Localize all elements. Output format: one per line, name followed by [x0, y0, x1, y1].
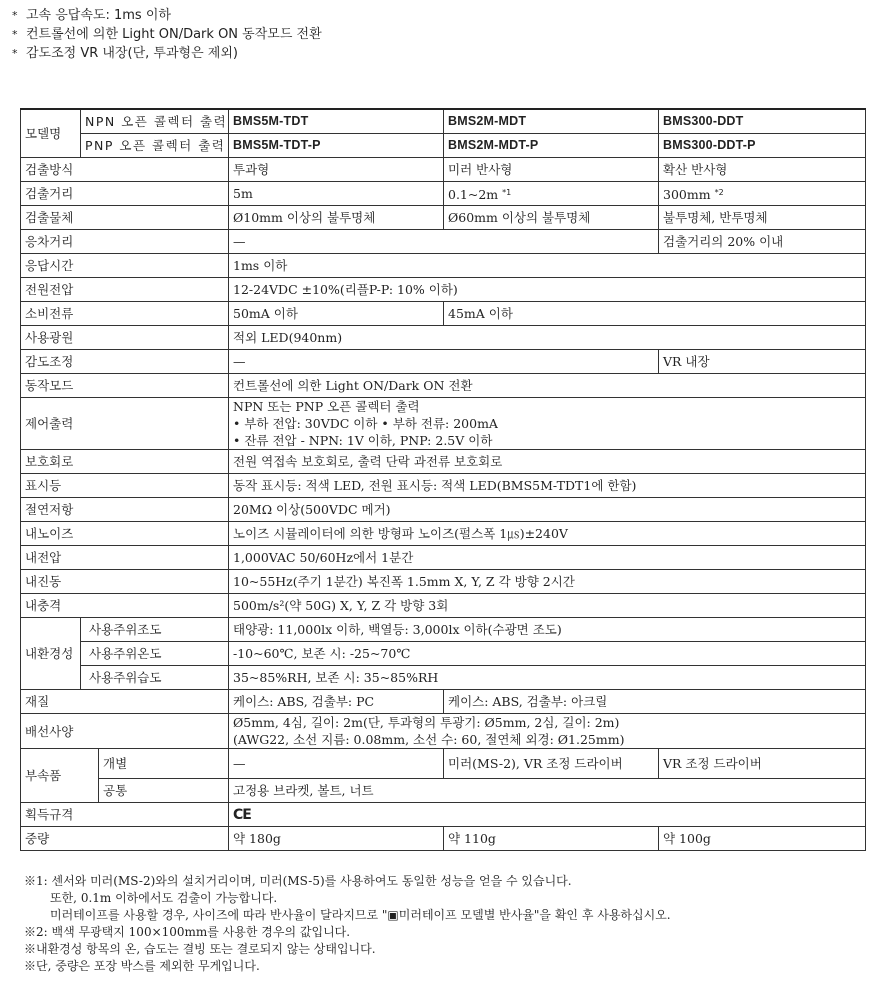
model-npn: BMS5M-TDT — [229, 109, 444, 134]
row-label: 절연저항 — [21, 498, 229, 522]
row-label: 검출방식 — [21, 158, 229, 182]
table-row — [21, 570, 866, 594]
row-label: 검출거리 — [21, 182, 229, 206]
footnote: ※내환경성 항목의 온, 습도는 결빙 또는 결로되지 않는 상태입니다. — [24, 942, 376, 956]
row-label: 검출물체 — [21, 206, 229, 230]
table-row — [21, 618, 866, 642]
model-npn: BMS300-DDT — [659, 109, 866, 134]
row-label: 내노이즈 — [21, 522, 229, 546]
row-label: 표시등 — [21, 474, 229, 498]
cell: 약 110g — [444, 827, 659, 851]
cell: 약 180g — [229, 827, 444, 851]
cell: 검출거리의 20% 이내 — [659, 230, 866, 254]
table-row — [21, 642, 866, 666]
model-pnp: BMS2M-MDT-P — [444, 134, 659, 158]
row-label: 내충격 — [21, 594, 229, 618]
table-row — [21, 666, 866, 690]
cell: -10~60℃, 보존 시: -25~70℃ — [229, 642, 866, 666]
cell: 0.1~2m $^{*1}$ — [444, 182, 659, 206]
table-row — [21, 254, 866, 278]
cell: 10~55Hz(주기 1분간) 복진폭 1.5mm X, Y, Z 각 방향 2시간 — [229, 570, 866, 594]
footnote: ※2: 백색 무광택지 100×100mm를 사용한 경우의 값입니다. — [24, 925, 351, 939]
footnote: 또한, 0.1m 이하에서도 검출이 가능합니다. — [50, 891, 278, 905]
footnotes — [24, 873, 671, 975]
cell-line: Ø5mm, 4심, 길이: 2m(단, 투과형의 투광기: Ø5mm, 2심, 길이: 2m) — [233, 715, 620, 730]
footnote: ※1: 센서와 미러(MS-2)와의 설치거리이며, 미러(MS-5)를 사용하여도 동일한 성능을 얻을 수 있습니다. — [24, 874, 572, 888]
cell: 20MΩ 이상(500VDC 메거) — [229, 498, 866, 522]
model-pnp: BMS5M-TDT-P — [229, 134, 444, 158]
cell: 12-24VDC ±10%(리플P-P: 10% 이하) — [229, 278, 866, 302]
table-row — [21, 109, 866, 134]
bullet: * — [12, 28, 18, 41]
cell-line: • 잔류 전압 - NPN: 1V 이하, PNP: 2.5V 이하 — [233, 433, 493, 448]
cell: 케이스: ABS, 검출부: 아크릴 — [444, 690, 866, 714]
cell: 500m/s²(약 50G) X, Y, Z 각 방향 3회 — [229, 594, 866, 618]
cell-line: NPN 또는 PNP 오픈 콜렉터 출력 — [233, 399, 420, 414]
cell: Ø10mm 이상의 불투명체 — [229, 206, 444, 230]
table-row — [21, 374, 866, 398]
row-label: 동작모드 — [21, 374, 229, 398]
row-label: 내전압 — [21, 546, 229, 570]
row-label: 획득규격 — [21, 803, 229, 827]
cell: — — [229, 350, 659, 374]
feature-item: * 감도조정 VR 내장(단, 투과형은 제외) — [12, 46, 238, 61]
table-row — [21, 450, 866, 474]
cell: — — [229, 749, 444, 779]
row-label: 제어출력 — [21, 398, 229, 450]
table-row — [21, 522, 866, 546]
cell: 5m — [229, 182, 444, 206]
table-row — [21, 278, 866, 302]
cell: 확산 반사형 — [659, 158, 866, 182]
table-row — [21, 498, 866, 522]
bullet: * — [12, 47, 18, 60]
table-row — [21, 594, 866, 618]
table-row — [21, 827, 866, 851]
row-label: 내진동 — [21, 570, 229, 594]
cell: 약 100g — [659, 827, 866, 851]
table-row — [21, 350, 866, 374]
cell: 45mA 이하 — [444, 302, 866, 326]
cell: 노이즈 시뮬레이터에 의한 방형파 노이즈(펄스폭 1㎲)±240V — [229, 522, 866, 546]
sub-label: 사용주위습도 — [81, 666, 229, 690]
cell: 300mm $^{*2}$ — [659, 182, 866, 206]
cell: 50mA 이하 — [229, 302, 444, 326]
cell: 고정용 브라켓, 볼트, 너트 — [229, 779, 866, 803]
model-label: 모델명 — [21, 109, 81, 158]
pnp-label: PNP 오픈 콜렉터 출력 — [81, 134, 229, 158]
row-label: 사용광원 — [21, 326, 229, 350]
table-row — [21, 714, 866, 749]
cell: 태양광: 11,000lx 이하, 백열등: 3,000lx 이하(수광면 조도) — [229, 618, 866, 642]
table-row — [21, 398, 866, 450]
cell: 케이스: ABS, 검출부: PC — [229, 690, 444, 714]
cell: 불투명체, 반투명체 — [659, 206, 866, 230]
feature-item: * 컨트롤선에 의한 Light ON/Dark ON 동작모드 전환 — [12, 27, 322, 42]
table-row — [21, 690, 866, 714]
cell: 투과형 — [229, 158, 444, 182]
footnote-mark: *1 — [502, 188, 512, 197]
cell: 전원 역접속 보호회로, 출력 단락 과전류 보호회로 — [229, 450, 866, 474]
cell: 미러(MS-2), VR 조정 드라이버 — [444, 749, 659, 779]
table-row — [21, 749, 866, 779]
table-row — [21, 230, 866, 254]
cell: 동작 표시등: 적색 LED, 전원 표시등: 적색 LED(BMS5M-TDT1에 한함) — [229, 474, 866, 498]
row-label: 부속품 — [21, 749, 99, 803]
table-row — [21, 803, 866, 827]
row-label: 재질 — [21, 690, 229, 714]
row-label: 중량 — [21, 827, 229, 851]
feature-item: * 고속 응답속도: 1ms 이하 — [12, 8, 171, 23]
row-label: 내환경성 — [21, 618, 81, 690]
cell: 1,000VAC 50/60Hz에서 1분간 — [229, 546, 866, 570]
table-row — [21, 134, 866, 158]
row-label: 응차거리 — [21, 230, 229, 254]
footnote-mark: *2 — [714, 188, 724, 197]
cell: VR 조정 드라이버 — [659, 749, 866, 779]
ce-mark-icon: CE — [233, 806, 251, 823]
cell — [229, 398, 866, 450]
row-label: 전원전압 — [21, 278, 229, 302]
table-row — [21, 546, 866, 570]
model-npn: BMS2M-MDT — [444, 109, 659, 134]
npn-label: NPN 오픈 콜렉터 출력 — [81, 109, 229, 134]
spec-table — [20, 108, 866, 851]
cell: Ø60mm 이상의 불투명체 — [444, 206, 659, 230]
cell-line: • 부하 전압: 30VDC 이하 • 부하 전류: 200mA — [233, 416, 498, 431]
table-row — [21, 158, 866, 182]
sub-label: 공통 — [99, 779, 229, 803]
cell — [229, 714, 866, 749]
sub-label: 개별 — [99, 749, 229, 779]
row-label: 감도조정 — [21, 350, 229, 374]
table-row — [21, 182, 866, 206]
table-row — [21, 474, 866, 498]
sub-label: 사용주위조도 — [81, 618, 229, 642]
model-pnp: BMS300-DDT-P — [659, 134, 866, 158]
bullet: * — [12, 9, 18, 22]
table-row — [21, 302, 866, 326]
sub-label: 사용주위온도 — [81, 642, 229, 666]
cell: 1ms 이하 — [229, 254, 866, 278]
table-row — [21, 326, 866, 350]
cell-line: (AWG22, 소선 지름: 0.08mm, 소선 수: 60, 절연체 외경: Ø1.25mm) — [233, 732, 625, 747]
row-label: 보호회로 — [21, 450, 229, 474]
cell: 35~85%RH, 보존 시: 35~85%RH — [229, 666, 866, 690]
cell: 컨트롤선에 의한 Light ON/Dark ON 전환 — [229, 374, 866, 398]
feature-list — [12, 6, 322, 63]
cell: VR 내장 — [659, 350, 866, 374]
cell: 미러 반사형 — [444, 158, 659, 182]
row-label: 소비전류 — [21, 302, 229, 326]
footnote: 미러테이프를 사용할 경우, 사이즈에 따라 반사율이 달라지므로 "▣미러테이프 모델별 반사율"을 확인 후 사용하십시오. — [50, 908, 671, 922]
table-row — [21, 206, 866, 230]
row-label: 배선사양 — [21, 714, 229, 749]
cell — [229, 803, 866, 827]
table-row — [21, 779, 866, 803]
cell: 적외 LED(940nm) — [229, 326, 866, 350]
cell: — — [229, 230, 659, 254]
footnote: ※단, 중량은 포장 박스를 제외한 무게입니다. — [24, 959, 260, 973]
row-label: 응답시간 — [21, 254, 229, 278]
